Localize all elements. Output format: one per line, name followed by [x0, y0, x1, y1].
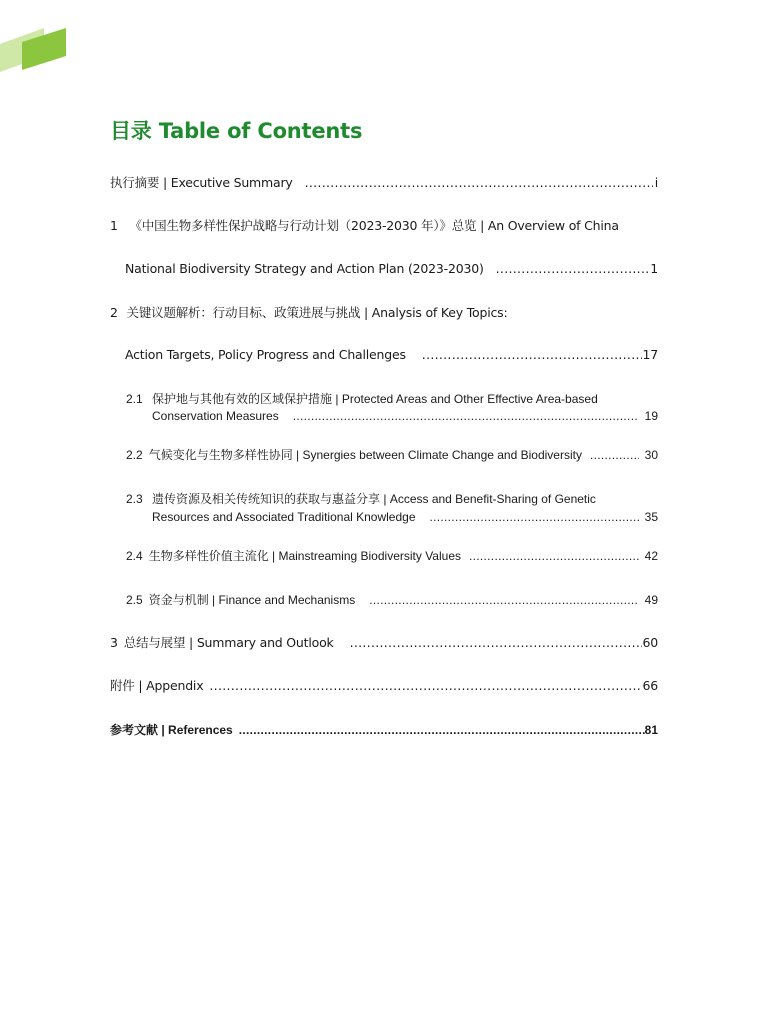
- toc-page-number: 19: [644, 409, 658, 423]
- logo-mark: [0, 28, 70, 74]
- toc-entry-label: 遗传资源及相关传统知识的获取与惠益分享 | Access and Benefit-Sharing of Genetic: [152, 492, 596, 506]
- toc-page-number: 81: [644, 723, 658, 737]
- toc-section-number: 3: [110, 635, 118, 650]
- toc-page-number: 17: [642, 347, 658, 362]
- dot-leader: [469, 548, 639, 565]
- toc-section-number: 2.4: [126, 549, 143, 563]
- toc-entry-references[interactable]: [110, 721, 658, 739]
- toc-page-number: i: [654, 175, 658, 190]
- toc-section-number: 2: [110, 305, 118, 320]
- toc-entry-label: National Biodiversity Strategy and Action Plan (2023-2030): [125, 261, 484, 276]
- toc-entry-label: 《中国生物多样性保护战略与行动计划（2023-2030 年）》总览 | An Overview of China: [129, 218, 619, 233]
- toc-entry-appendix[interactable]: [110, 677, 658, 695]
- toc-page-number: 66: [642, 678, 658, 693]
- toc-entry-section-2[interactable]: [110, 304, 658, 322]
- toc-section-number: 2.2: [126, 448, 143, 462]
- toc-entry-section-2-5[interactable]: [126, 592, 658, 609]
- toc-section-number: 2.1: [126, 392, 143, 406]
- toc-entry-label: 生物多样性价值主流化 | Mainstreaming Biodiversity Values: [148, 549, 461, 563]
- toc-entry-label: 参考文献 | References: [110, 723, 233, 737]
- toc-entry-label: 执行摘要 | Executive Summary: [110, 175, 293, 190]
- toc-section-number: 1: [110, 218, 118, 233]
- toc-entry-section-2-continued[interactable]: [125, 346, 658, 364]
- toc-page-number: 30: [644, 448, 658, 462]
- toc-entry-label: Resources and Associated Traditional Knowledge: [152, 510, 416, 524]
- toc-entry-label: 关键议题解析：行动目标、政策进展与挑战 | Analysis of Key Topics:: [126, 305, 508, 320]
- toc-page-number: 49: [644, 593, 658, 607]
- dot-leader: [305, 174, 653, 192]
- toc-entry-label: 资金与机制 | Finance and Mechanisms: [148, 593, 356, 607]
- toc-page-number: 35: [644, 510, 658, 524]
- toc-entry-section-3[interactable]: [110, 634, 658, 652]
- toc-entry-label: 气候变化与生物多样性协同 | Synergies between Climate Change and Biodiversity: [148, 448, 582, 462]
- toc-entry-section-2-3[interactable]: [126, 491, 658, 508]
- toc-entry-label: 总结与展望 | Summary and Outlook: [123, 635, 334, 650]
- dot-leader: [369, 592, 638, 609]
- dot-leader: [496, 260, 651, 278]
- toc-entry-section-1-continued[interactable]: [125, 260, 658, 278]
- toc-entry-label: 附件 | Appendix: [110, 678, 204, 693]
- toc-page-number: 60: [642, 635, 658, 650]
- toc-section-number: 2.5: [126, 593, 143, 607]
- dot-leader: [422, 346, 643, 364]
- page-title: 目录 Table of Contents: [110, 119, 363, 143]
- dot-leader: [350, 634, 643, 652]
- toc-entry-section-2-4[interactable]: [126, 548, 658, 565]
- dot-leader: [590, 447, 639, 464]
- toc-entry-section-2-1[interactable]: [126, 391, 658, 408]
- toc-page-number: 1: [650, 261, 658, 276]
- dot-leader: [293, 408, 639, 425]
- toc-entry-section-2-3-continued[interactable]: [152, 509, 658, 526]
- toc-entry-section-2-1-continued[interactable]: [152, 408, 658, 425]
- toc-entry-label: Conservation Measures: [152, 409, 279, 423]
- toc-entry-executive-summary[interactable]: [110, 174, 658, 192]
- dot-leader: [239, 721, 645, 739]
- toc-entry-section-1[interactable]: [110, 217, 658, 235]
- toc-entry-section-2-2[interactable]: [126, 447, 658, 464]
- dot-leader: [209, 677, 642, 695]
- toc-page-number: 42: [644, 549, 658, 563]
- toc-section-number: 2.3: [126, 492, 143, 506]
- dot-leader: [430, 509, 639, 526]
- toc-entry-label: Action Targets, Policy Progress and Challenges: [125, 347, 406, 362]
- toc-entry-label: 保护地与其他有效的区域保护措施 | Protected Areas and Other Effective Area-based: [152, 392, 598, 406]
